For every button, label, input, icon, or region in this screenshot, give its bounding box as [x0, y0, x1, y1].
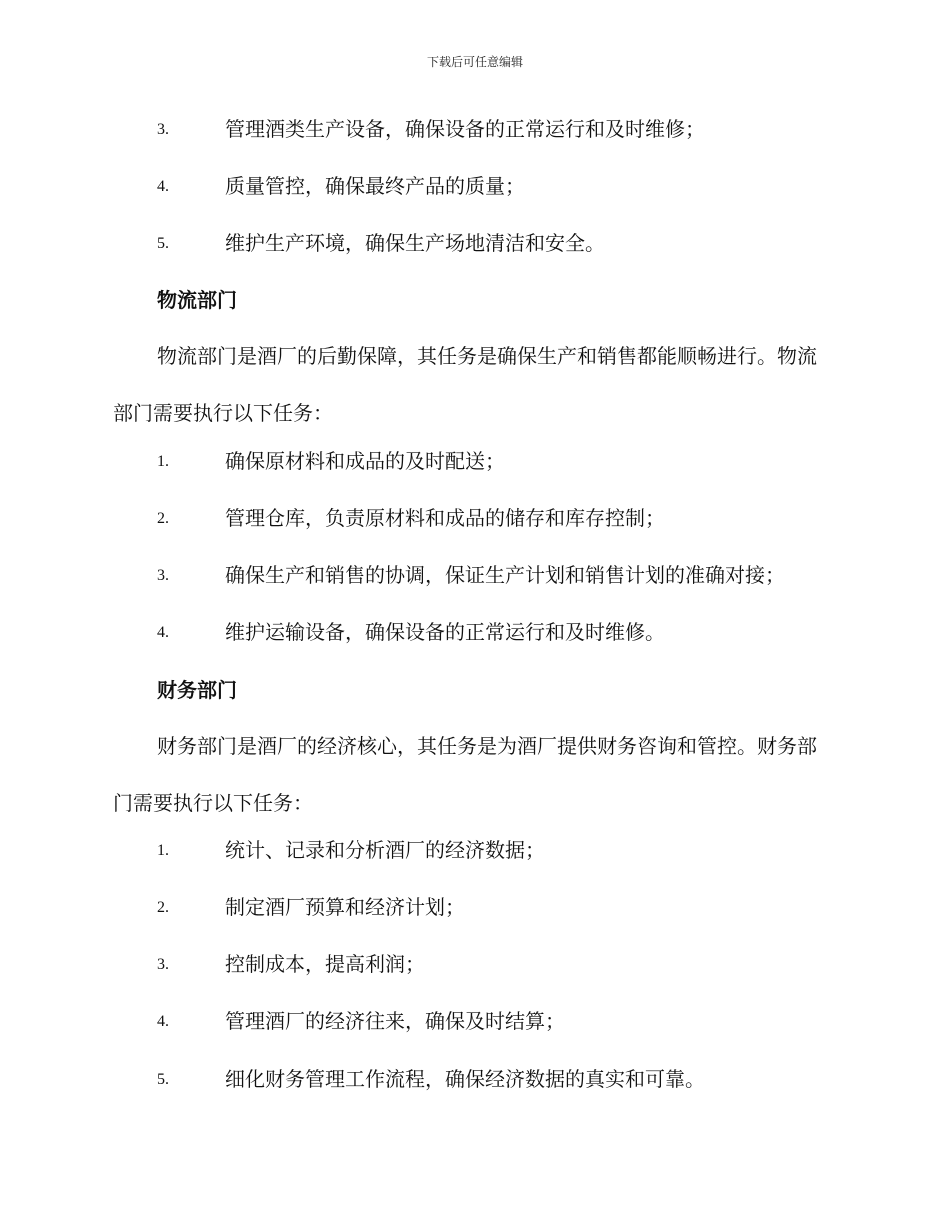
list-item	[0, 171, 950, 201]
list-item	[0, 949, 950, 979]
list-item	[0, 228, 950, 258]
list-number: 4.	[157, 624, 169, 641]
page-header: 下载后可任意编辑	[426, 55, 523, 69]
list-number: 2.	[157, 899, 169, 916]
list-item	[0, 114, 950, 144]
list-number: 5.	[157, 1071, 169, 1088]
list-text: 控制成本，提高利润；	[225, 952, 425, 976]
list-text: 确保生产和销售的协调，保证生产计划和销售计划的准确对接；	[225, 563, 785, 587]
list-number: 5.	[157, 235, 169, 252]
list-text: 维护运输设备，确保设备的正常运行和及时维修。	[225, 620, 665, 644]
list-text: 管理酒厂的经济往来，确保及时结算；	[225, 1009, 565, 1033]
section-intro-finance: 财务部门是酒厂的经济核心，其任务是为酒厂提供财务咨询和管控。财务部门需要执行以下任务：	[113, 734, 817, 815]
list-item	[0, 835, 950, 865]
list-text: 统计、记录和分析酒厂的经济数据；	[225, 838, 545, 862]
list-text: 制定酒厂预算和经济计划；	[225, 895, 465, 919]
section-heading-finance: 财务部门	[157, 678, 237, 702]
list-item	[0, 892, 950, 922]
list-text: 确保原材料和成品的及时配送；	[225, 449, 505, 473]
list-text: 质量管控，确保最终产品的质量；	[225, 174, 525, 198]
list-text: 管理酒类生产设备，确保设备的正常运行和及时维修；	[225, 117, 705, 141]
list-number: 3.	[157, 956, 169, 973]
list-item	[0, 1006, 950, 1036]
section-heading-logistics: 物流部门	[157, 288, 237, 312]
section-intro-logistics: 物流部门是酒厂的后勤保障，其任务是确保生产和销售都能顺畅进行。物流部门需要执行以下任务：	[113, 344, 817, 425]
list-number: 4.	[157, 1013, 169, 1030]
list-item	[0, 1064, 950, 1094]
list-number: 3.	[157, 121, 169, 138]
list-item	[0, 560, 950, 590]
list-item	[0, 503, 950, 533]
list-text: 维护生产环境，确保生产场地清洁和安全。	[225, 231, 605, 255]
list-text: 管理仓库，负责原材料和成品的储存和库存控制；	[225, 506, 665, 530]
list-number: 4.	[157, 178, 169, 195]
list-number: 1.	[157, 453, 169, 470]
list-number: 2.	[157, 510, 169, 527]
list-text: 细化财务管理工作流程，确保经济数据的真实和可靠。	[225, 1067, 705, 1091]
list-item	[0, 617, 950, 647]
list-number: 3.	[157, 567, 169, 584]
list-item	[0, 446, 950, 476]
list-number: 1.	[157, 842, 169, 859]
